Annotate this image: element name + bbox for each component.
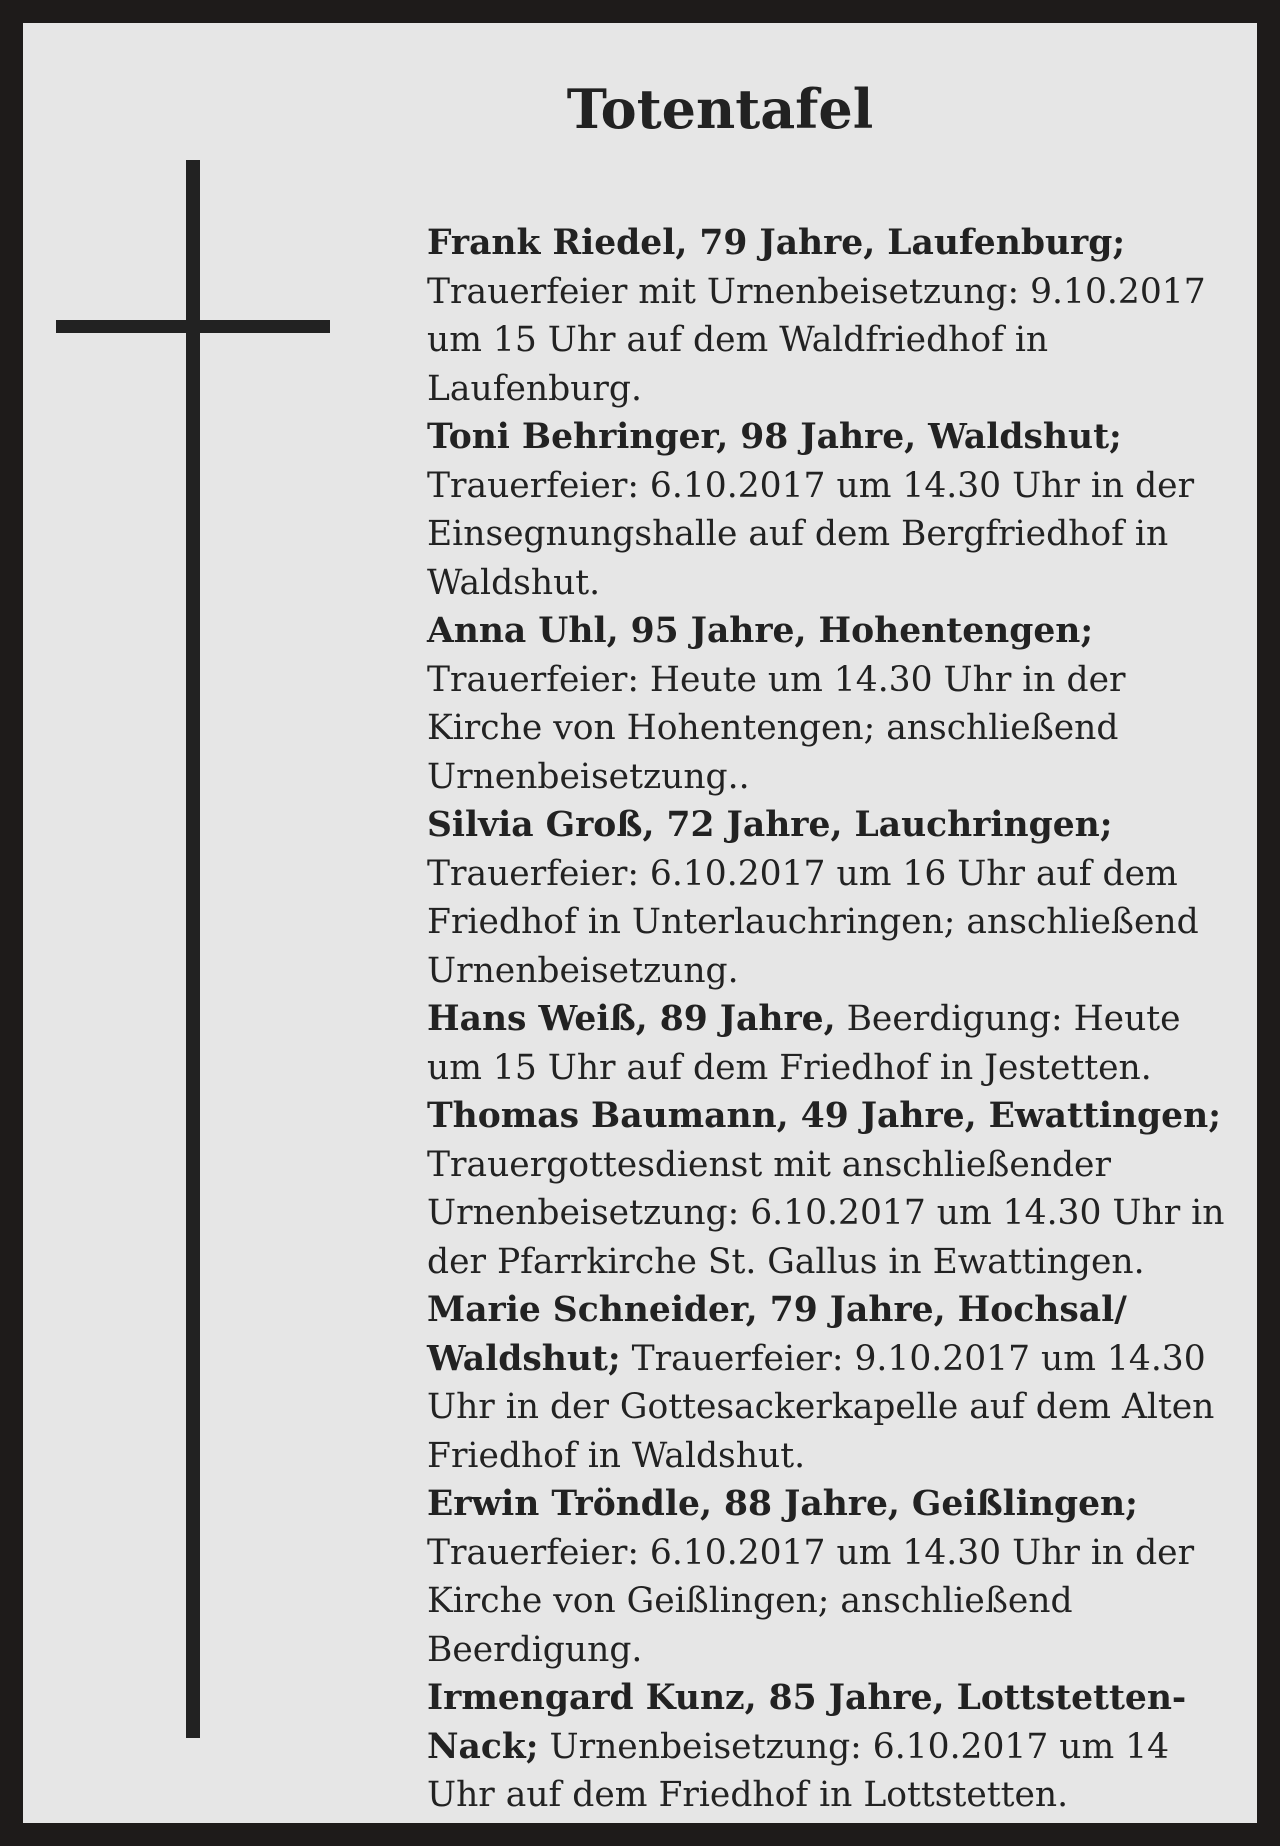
entry-text: Trauerfeier mit Urnenbeisetzung: 9.10.2017 um 15 Uhr auf dem Waldfriedhof in Laufenburg.	[427, 271, 1206, 409]
entry-heading: Erwin Tröndle, 88 Jahre, Geißlingen;	[427, 1484, 1138, 1524]
obituary-panel	[23, 23, 1257, 1823]
obituary-entry	[427, 1092, 1243, 1286]
obituary-entry	[427, 995, 1243, 1092]
obituary-entry	[427, 219, 1243, 413]
entry-heading: Toni Behringer, 98 Jahre, Waldshut;	[427, 417, 1122, 457]
entry-text: Trauerfeier: Heute um 14.30 Uhr in der Kirche von Hohentengen; anschließend Urnenbeisetzung..	[427, 659, 1126, 797]
entry-text: Trauerfeier: 9.10.2017 um 14.30 Uhr in der Gottesackerkapelle auf dem Alten Friedhof in Waldshut.	[427, 1338, 1215, 1476]
entry-text: Trauerfeier: 6.10.2017 um 14.30 Uhr in der Einsegnungshalle auf dem Bergfriedhof in Waldshut.	[427, 465, 1195, 603]
obituary-entry	[427, 413, 1243, 607]
entry-heading: Frank Riedel, 79 Jahre, Laufenburg;	[427, 223, 1126, 263]
entry-text: Trauergottesdienst mit anschließender Urnenbeisetzung: 6.10.2017 um 14.30 Uhr in der Pfarrkirche St. Gallus in Ewattingen.	[427, 1144, 1225, 1282]
entry-heading: Thomas Baumann, 49 Jahre, Ewattingen;	[427, 1096, 1221, 1136]
obituary-entry	[427, 1480, 1243, 1674]
obituary-list	[427, 219, 1243, 1820]
obituary-entry	[427, 1674, 1243, 1820]
obituary-entry	[427, 801, 1243, 995]
entry-text: Trauerfeier: 6.10.2017 um 14.30 Uhr in der Kirche von Geißlingen; anschließend Beerdigung.	[427, 1532, 1195, 1670]
entry-heading: Anna Uhl, 95 Jahre, Hohentengen;	[427, 611, 1094, 651]
obituary-entry	[427, 607, 1243, 801]
entry-heading: Silvia Groß, 72 Jahre, Lauchringen;	[427, 805, 1113, 845]
entry-text: Beerdigung: Heute um 15 Uhr auf dem Friedhof in Jestetten.	[427, 999, 1181, 1088]
cross-icon-horizontal-bar	[56, 320, 330, 333]
page-title: Totentafel	[566, 77, 874, 141]
entry-heading: Irmengard Kunz, 85 Jahre, Lottstetten-Nack;	[427, 1678, 1187, 1767]
entry-heading: Marie Schneider, 79 Jahre, Hochsal/ Waldshut;	[427, 1290, 1127, 1379]
obituary-entry	[427, 1286, 1243, 1480]
entry-text: Urnenbeisetzung: 6.10.2017 um 14 Uhr auf dem Friedhof in Lottstetten.	[427, 1726, 1170, 1815]
cross-icon-vertical-bar	[186, 160, 200, 1738]
entry-text: Trauerfeier: 6.10.2017 um 16 Uhr auf dem Friedhof in Unterlauchringen; anschließend Urnenbeisetzung.	[427, 853, 1199, 991]
entry-heading: Hans Weiß, 89 Jahre,	[427, 999, 836, 1039]
